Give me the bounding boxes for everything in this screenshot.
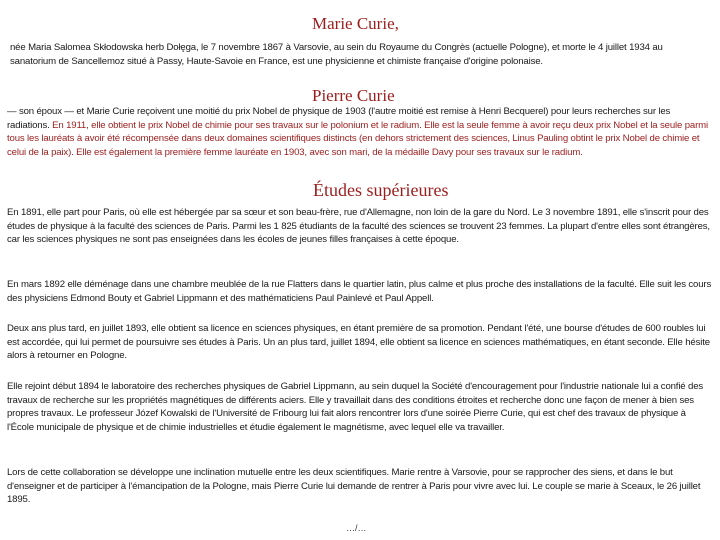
section-heading-pierre-curie: Pierre Curie	[312, 86, 395, 105]
etudes-paragraph: Deux ans plus tard, en juillet 1893, elle obtient sa licence en sciences physiques, en étant première de sa promotion. Pendant l'été, une bourse d'études de 600 roubles lui est accordée, qui lui permet de poursuivre ses études à Paris. Un an plus tard, juillet 1894, elle obtient sa licence en sciences mathématiques, en étant seconde. Elle hésite alors à retourner en Pologne.	[7, 323, 710, 361]
page-title: Marie Curie,	[312, 14, 399, 33]
nobel-highlight-text: En 1911, elle obtient le prix Nobel de chimie pour ses travaux sur le polonium et le radium. Elle est la seule femme à avoir reçu deux prix Nobel et la seule parmi tous les lauréats à avoir été récompensée dans deux domaines scientifiques distincts (en dehors strictement des sciences, Linus Pauling obtint le prix Nobel de chimie et celui de la paix). Elle est également la première femme lauréate en 1903, avec son mari, de la médaille Davy pour ses travaux sur le radium.	[7, 119, 708, 158]
pierre-curie-text: — son époux — et Marie Curie reçoivent une moitié du prix Nobel de physique de 1903 (l'autre moitié est remise à Henri Becquerel) pour leurs recherches sur les radiations.	[7, 106, 671, 131]
section-heading-etudes: Études supérieures	[313, 180, 449, 200]
pierre-curie-paragraph	[7, 105, 713, 159]
etudes-paragraph: En mars 1892 elle déménage dans une chambre meublée de la rue Flatters dans le quartier latin, plus calme et plus proche des installations de la faculté. Elle suit les cours des physiciens Edmond Bouty et Gabriel Lippmann et des mathématiciens Paul Painlevé et Paul Appell.	[7, 279, 712, 304]
etudes-paragraph: En 1891, elle part pour Paris, où elle est hébergée par sa sœur et son beau-frère, rue d'Allemagne, non loin de la gare du Nord. Le 3 novembre 1891, elle s'inscrit pour des études de physique à la faculté des sciences de Paris. Parmi les 1 825 étudiants de la faculté des sciences se trouvent 23 femmes. La plupart d'entre elles sont étrangères, car les sciences physiques ne sont pas enseignées dans les écoles de jeunes filles françaises à cette époque.	[7, 207, 710, 245]
bio-paragraph: née Maria Salomea Skłodowska herb Dołęga, le 7 novembre 1867 à Varsovie, au sein du Royaume du Congrès (actuelle Pologne), et morte le 4 juillet 1934 au sanatorium de Sancellemoz situé à Passy, Haute-Savoie en France, est une physicienne et chimiste française d'origine polonaise.	[10, 42, 663, 67]
etudes-paragraph: Elle rejoint début 1894 le laboratoire des recherches physiques de Gabriel Lippmann, au sein duquel la Société d'encouragement pour l'industrie nationale lui a confié des travaux de recherche sur les propriétés magnétiques de différents aciers. Elle y travaillait dans des conditions étroites et recherche donc une façon de mener à bien ses propres travaux. Le professeur Józef Kowalski de l'Université de Fribourg lui fait alors rencontrer lors d'une soirée Pierre Curie, qui est chef des travaux de physique à l'École municipale de physique et de chimie industrielles et étudie également le magnétisme, avec lequel elle va travailler.	[7, 381, 704, 433]
page-continuation-marker: …/…	[346, 523, 367, 533]
etudes-paragraph: Lors de cette collaboration se développe une inclination mutuelle entre les deux scientifiques. Marie rentre à Varsovie, pour se rapprocher des siens, et dans le but d'enseigner et de participer à l'émancipation de la Pologne, mais Pierre Curie lui demande de rentrer à Paris pour vivre avec lui. Le couple se marie à Sceaux, le 26 juillet 1895.	[7, 467, 701, 505]
